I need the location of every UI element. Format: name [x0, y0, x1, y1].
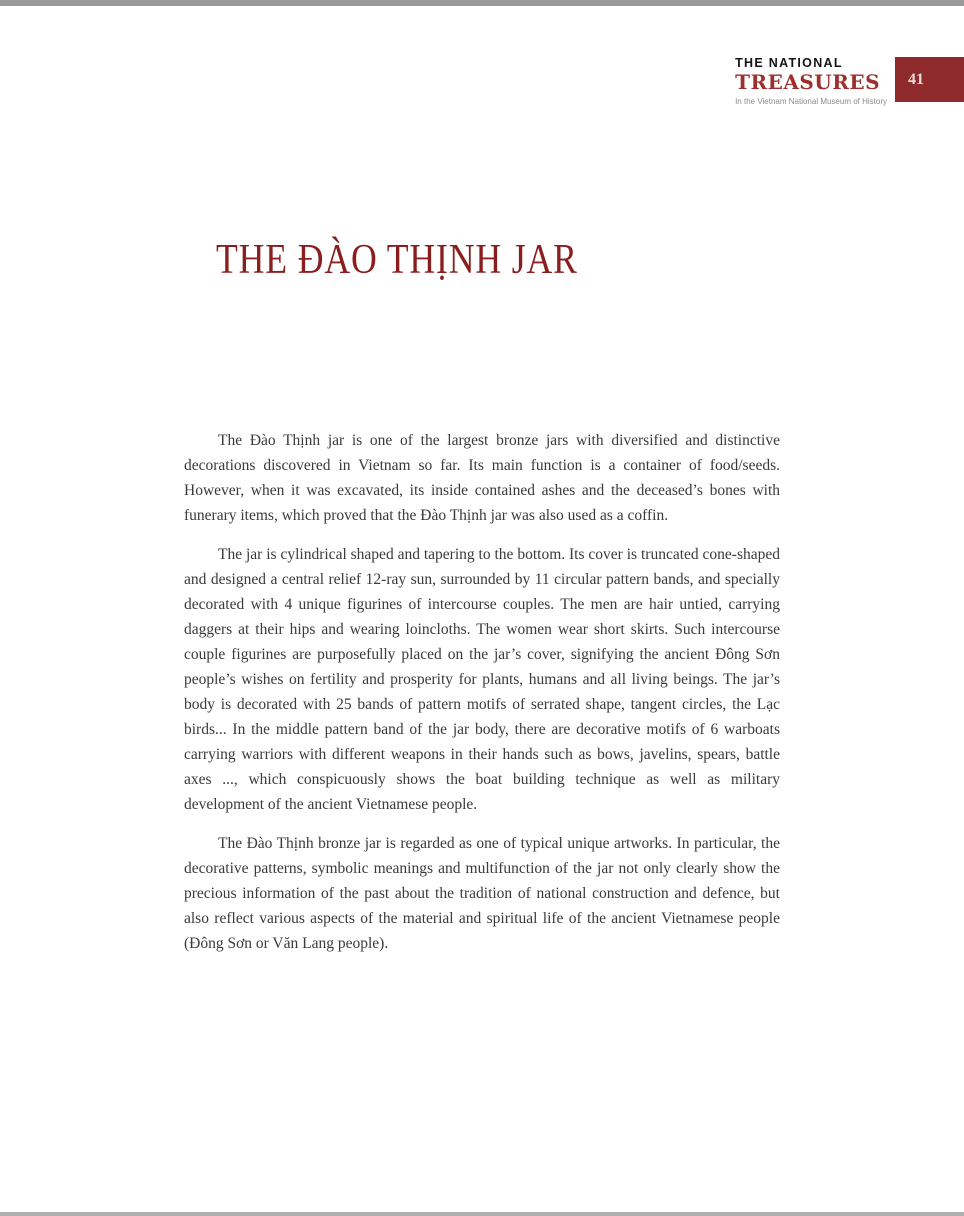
brand-subtitle: In the Vietnam National Museum of History [735, 96, 887, 106]
page-number: 41 [908, 70, 924, 88]
brand-title-line1: THE NATIONAL [735, 56, 843, 70]
brand-logo [735, 55, 887, 106]
article-title: THE ĐÀO THỊNH JAR [216, 237, 578, 283]
page-top-edge [0, 0, 964, 6]
article-paragraph-2: The jar is cylindrical shaped and tapering to the bottom. Its cover is truncated cone-shaped and designed a central relief 12-ray sun, surrounded by 11 circular pattern bands, and specially decorated with 4 unique figurines of intercourse couples. The men are hair untied, carrying daggers at their hips and wearing loincloths. The women wear short skirts. Such intercourse couple figurines are purposefully placed on the jar’s cover, signifying the ancient Đông Sơn people’s wishes on fertility and prosperity for plants, humans and all living beings. The jar’s body is decorated with 25 bands of pattern motifs of serrated shape, tangent circles, the Lạc birds... In the middle pattern band of the jar body, there are decorative motifs of 6 warboats carrying warriors with different weapons in their hands such as bows, javelins, spears, battle axes ..., which conspicuously shows the boat building technique as well as military development of the ancient Vietnamese people. [184, 546, 780, 813]
brand-title-line2: TREASURES [735, 69, 881, 94]
article-paragraph-1: The Đào Thịnh jar is one of the largest bronze jars with diversified and distinctive decorations discovered in Vietnam so far. Its main function is a container of food/seeds. However, when it was excavated, its inside contained ashes and the deceased’s bones with funerary items, which proved that the Đào Thịnh jar was also used as a coffin. [184, 432, 780, 524]
article-body [184, 428, 780, 956]
article-paragraph-3: The Đào Thịnh bronze jar is regarded as one of typical unique artworks. In particular, the decorative patterns, symbolic meanings and multifunction of the jar not only clearly show the precious information of the past about the tradition of national construction and defence, but also reflect various aspects of the material and spiritual life of the ancient Vietnamese people (Đông Sơn or Văn Lang people). [184, 835, 780, 952]
page-header [735, 55, 964, 106]
page-bottom-edge [0, 1212, 964, 1216]
page-number-badge [895, 57, 964, 102]
